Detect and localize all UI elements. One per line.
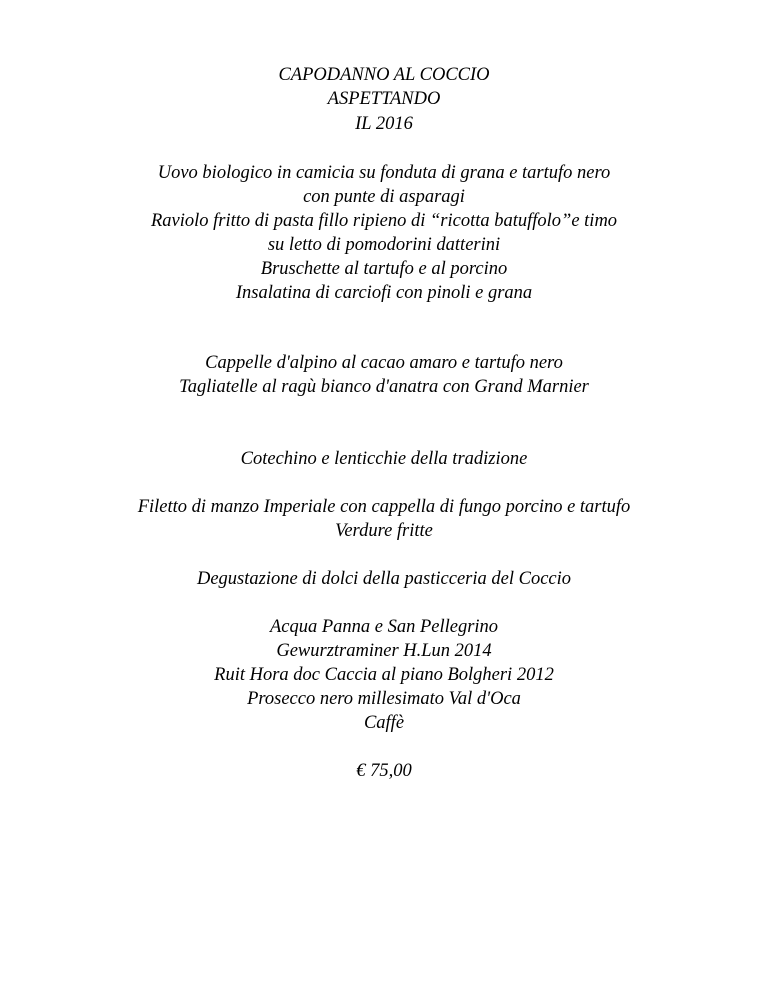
secondo-item: Verdure fritte — [335, 521, 433, 541]
antipasto-item: Bruschette al tartufo e al porcino — [260, 259, 508, 279]
dolci-item: Degustazione di dolci della pasticceria del Coccio — [196, 569, 572, 589]
bevanda-item: Caffè — [363, 713, 405, 733]
antipasto-item: Raviolo fritto di pasta fillo ripieno di “ricotta batuffolo”e timo — [150, 211, 618, 231]
primo-item: Tagliatelle al ragù bianco d'anatra con Grand Marnier — [179, 377, 589, 397]
antipasto-item: Insalatina di carciofi con pinoli e grana — [235, 283, 533, 303]
bevanda-item: Prosecco nero millesimato Val d'Oca — [247, 689, 521, 709]
menu-title-line-1: CAPODANNO AL COCCIO — [278, 65, 490, 85]
antipasto-item: su letto di pomodorini datterini — [267, 235, 501, 255]
antipasto-item: Uovo biologico in camicia su fonduta di grana e tartufo nero — [157, 163, 611, 183]
bevanda-item: Acqua Panna e San Pellegrino — [269, 617, 499, 637]
primo-item: Cappelle d'alpino al cacao amaro e tartufo nero — [205, 353, 563, 373]
menu-price: € 75,00 — [356, 761, 412, 781]
menu-title-line-2: ASPETTANDO — [327, 89, 441, 109]
bevanda-item: Ruit Hora doc Caccia al piano Bolgheri 2012 — [214, 665, 554, 685]
secondo-item: Filetto di manzo Imperiale con cappella di fungo porcino e tartufo — [137, 497, 631, 517]
antipasto-item: con punte di asparagi — [303, 187, 465, 207]
tradizione-item: Cotechino e lenticchie della tradizione — [240, 449, 528, 469]
bevanda-item: Gewurztraminer H.Lun 2014 — [276, 641, 492, 661]
menu-title-line-3: IL 2016 — [355, 114, 413, 134]
